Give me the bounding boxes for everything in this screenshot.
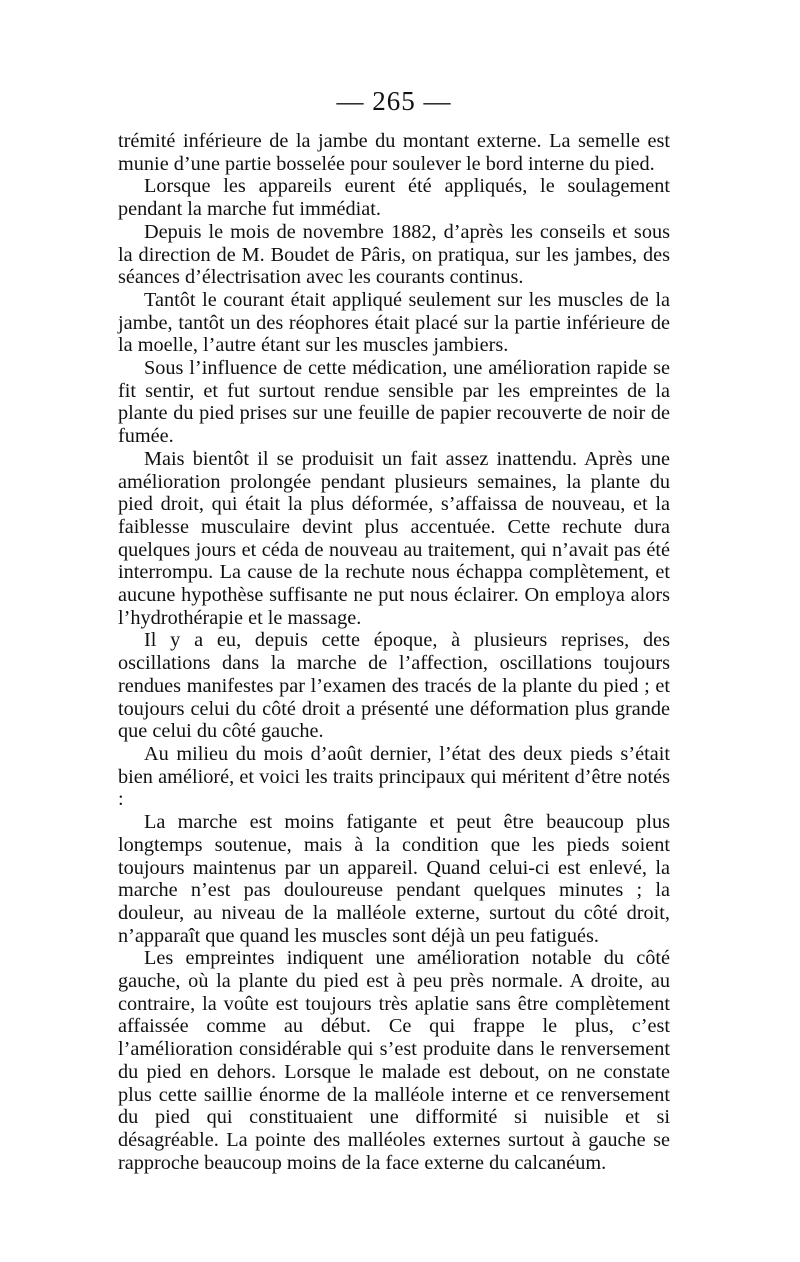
paragraph: Depuis le mois de novembre 1882, d’après les conseils et sous la direction de M. Boudet de Pâris, on pratiqua, sur les jambes, des séances d’électrisation avec les courants continus. bbox=[118, 220, 670, 289]
paragraph: Tantôt le courant était appliqué seulement sur les muscles de la jambe, tantôt un des réophores était placé sur la partie inférieure de la moelle, l’autre étant sur les muscles jambiers. bbox=[118, 288, 670, 357]
paragraph: La marche est moins fatigante et peut être beaucoup plus longtemps soutenue, mais à la condition que les pieds soient toujours maintenus par un appareil. Quand celui-ci est enlevé, la marche n’est pas douloureuse pendant quelques minutes ; la douleur, au niveau de la malléole externe, surtout du côté droit, n’apparaît que quand les muscles sont déjà un peu fatigués. bbox=[118, 811, 670, 947]
paragraph: Il y a eu, depuis cette époque, à plusieurs reprises, des oscillations dans la marche de l’affection, oscillations toujours rendues manifestes par l’examen des tracés de la plante du pied ; et toujours celui du côté droit a présenté une déformation plus grande que celui du côté gauche. bbox=[118, 629, 670, 743]
paragraph: Au milieu du mois d’août dernier, l’état des deux pieds s’était bien amélioré, et voici les traits principaux qui méritent d’être notés : bbox=[118, 742, 670, 811]
paragraph: trémité inférieure de la jambe du montant externe. La semelle est munie d’une partie bosselée pour soulever le bord interne du pied. bbox=[118, 130, 670, 175]
paragraph: Les empreintes indiquent une amélioration notable du côté gauche, où la plante du pied est à peu près normale. A droite, au contraire, la voûte est toujours très aplatie sans être complètement affaissée comme au début. Ce qui frappe le plus, c’est l’amélioration considérable qui s’est produite dans le renversement du pied en dehors. Lorsque le malade est debout, on ne constate plus cette saillie énorme de la malléole interne et ce renversement du pied qui constituaient une difformité si nuisible et si désagréable. La pointe des malléoles externes surtout à gauche se rapproche beaucoup moins de la face externe du calcanéum. bbox=[118, 947, 670, 1174]
paragraph: Sous l’influence de cette médication, une amélioration rapide se fit sentir, et fut surtout rendue sensible par les empreintes de la plante du pied prises sur une feuille de papier recouverte de noir de fumée. bbox=[118, 357, 670, 448]
page-number: — 265 — bbox=[336, 86, 452, 116]
paragraph: Lorsque les appareils eurent été appliqués, le soulagement pendant la marche fut immédiat. bbox=[118, 175, 670, 221]
paragraph: Mais bientôt il se produisit un fait assez inattendu. Après une amélioration prolongée pendant plusieurs semaines, la plante du pied droit, qui était la plus déformée, s’affaissa de nouveau, et la faiblesse musculaire devint plus accentuée. Cette rechute dura quelques jours et céda de nouveau au traitement, qui n’avait pas été interrompu. La cause de la rechute nous échappa complètement, et aucune hypothèse suffisante ne put nous éclairer. On employa alors l’hydrothérapie et le massage. bbox=[118, 447, 670, 629]
body-text bbox=[118, 130, 670, 1174]
